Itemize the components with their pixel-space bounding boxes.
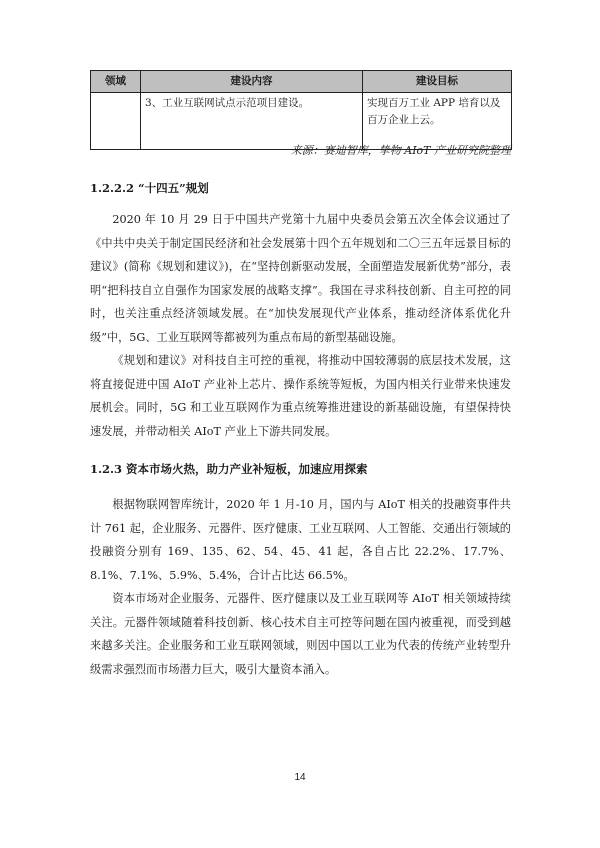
cell-content: 3、工业互联网试点示范项目建设。	[141, 93, 363, 150]
header-domain: 领域	[91, 71, 141, 93]
paragraph-plan-impact: 《规划和建议》对科技自主可控的重视，将推动中国较薄弱的底层技术发展，这将直接促进中国 AIoT 产业补上芯片、操作系统等短板，为国内相关行业带来快速发展机会。同时，5G 和工业互联网作为重点统筹推进建设的新基础设施，有望保持快速发展，并带动相关 AIoT 产业上下游共同发展。	[90, 354, 511, 438]
section-heading-14th-plan: 1.2.2.2 “十四五”规划	[90, 181, 209, 195]
paragraph-investment-stats: 根据物联网智库统计，2020 年 1 月-10 月，国内与 AIoT 相关的投融资事件共计 761 起，企业服务、元器件、医疗健康、工业互联网、人工智能、交通出行领域的投融资分别有 169、135、62、54、45、41 起，各自占比 22.2%、17.7%、8.1%、7.1%、5.9%、5.4%，合计占比达 66.5%。	[90, 498, 511, 582]
header-content: 建设内容	[141, 71, 363, 93]
paragraph-plan-intro: 2020 年 10 月 29 日于中国共产党第十九届中央委员会第五次全体会议通过了《中共中央关于制定国民经济和社会发展第十四个五年规划和二〇三五年远景目标的建议》(简称《规划和建议》)，在“坚持创新驱动发展，全面塑造发展新优势”部分，表明“把科技自立自强作为国家发展的战略支撑”。我国在寻求科技创新、自主可控的同时，也关注重点经济领域发展。在“加快发展现代产业体系，推动经济体系优化升级”中，5G、工业互联网等都被列为重点布局的新型基础设施。	[90, 213, 511, 344]
cell-domain	[91, 93, 141, 150]
page-number: 14	[294, 772, 306, 783]
construction-plan-table	[90, 70, 512, 150]
table-source-note: 来源：赛迪智库，挚物 AIoT 产业研究院整理	[290, 144, 511, 157]
table-header-row	[91, 71, 512, 93]
header-goal: 建设目标	[363, 71, 512, 93]
table-row	[91, 93, 512, 150]
paragraph-capital-focus: 资本市场对企业服务、元器件、医疗健康以及工业互联网等 AIoT 相关领域持续关注。元器件领域随着科技创新、核心技术自主可控等问题在国内被重视，而受到越来越多关注。企业服务和工业互联网领域，则因中国以工业为代表的传统产业转型升级需求强烈而市场潜力巨大，吸引大量资本涌入。	[90, 592, 511, 676]
section-heading-capital-market: 1.2.3 资本市场火热，助力产业补短板，加速应用探索	[90, 462, 368, 476]
cell-goal: 实现百万工业 APP 培育以及百万企业上云。	[363, 93, 512, 150]
